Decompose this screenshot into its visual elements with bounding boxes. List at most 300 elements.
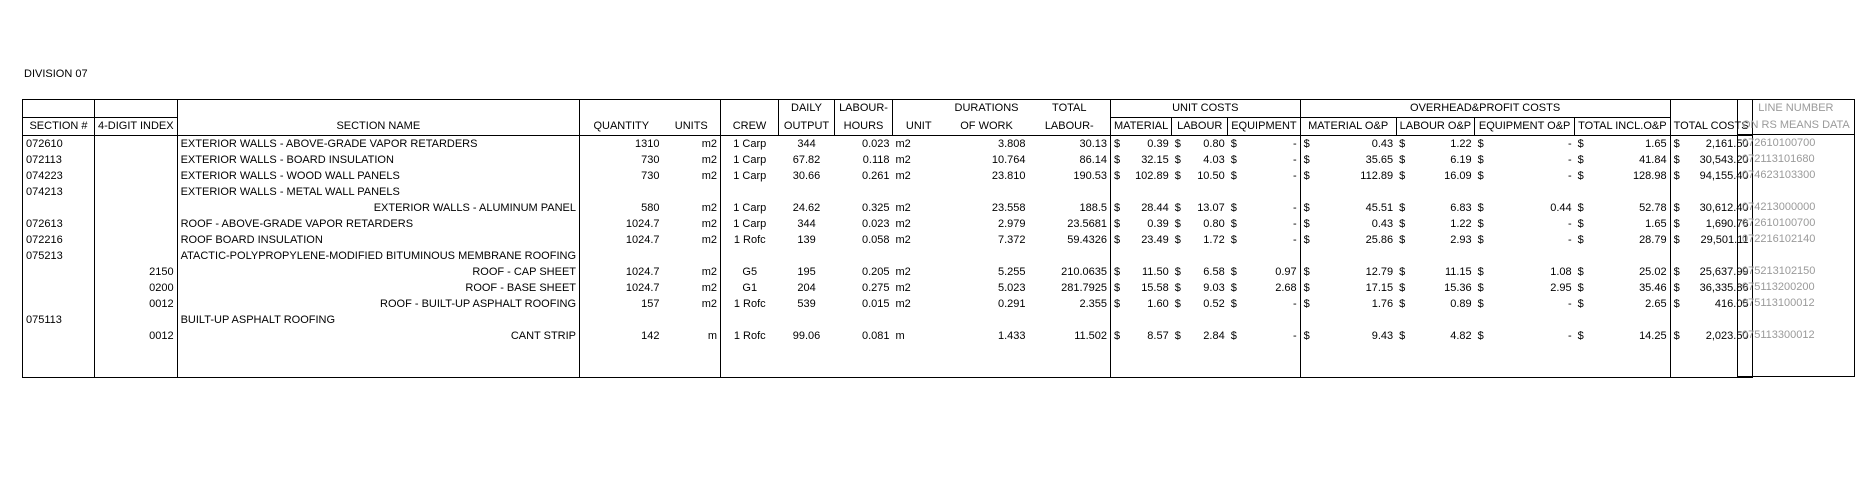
labour-cost bbox=[1172, 232, 1228, 248]
material-op-value: 25.86 bbox=[1365, 234, 1394, 246]
units: m2 bbox=[663, 216, 721, 232]
currency-symbol: $ bbox=[1673, 170, 1680, 182]
line-number: 072216102140 bbox=[1738, 231, 1855, 247]
section-name: EXTERIOR WALLS - METAL WALL PANELS bbox=[177, 184, 579, 200]
labour-hours: 0.058 bbox=[861, 234, 890, 246]
material-op-value: 112.89 bbox=[1360, 170, 1394, 182]
daily-output: 204 bbox=[797, 282, 816, 294]
equipment-op bbox=[1475, 264, 1575, 280]
line-number: 072610100700 bbox=[1738, 215, 1855, 231]
currency-symbol: $ bbox=[1114, 282, 1121, 294]
equipment-op bbox=[1475, 168, 1575, 184]
section-number bbox=[23, 328, 95, 344]
total-op bbox=[1575, 312, 1670, 328]
currency-symbol: $ bbox=[1230, 170, 1237, 182]
total-op-value: 128.98 bbox=[1632, 170, 1667, 182]
labour-cost-value: 0.80 bbox=[1203, 218, 1225, 230]
total-labour: 210.0635 bbox=[1029, 264, 1111, 280]
material-op bbox=[1300, 296, 1396, 312]
duration: 23.558 bbox=[991, 202, 1026, 214]
equipment-cost bbox=[1228, 264, 1300, 280]
unit: m2 bbox=[895, 234, 911, 246]
material-cost bbox=[1111, 264, 1172, 280]
currency-symbol: $ bbox=[1399, 202, 1406, 214]
units: m2 bbox=[663, 168, 721, 184]
index-cell: 0012 bbox=[95, 296, 178, 312]
material-op-value: 35.65 bbox=[1365, 154, 1394, 166]
currency-symbol: $ bbox=[1399, 138, 1406, 150]
total-op bbox=[1575, 232, 1670, 248]
table-row bbox=[23, 248, 1753, 264]
currency-symbol: $ bbox=[1477, 234, 1484, 246]
equipment-cost bbox=[1228, 232, 1300, 248]
equipment-cost-value: - bbox=[1292, 170, 1297, 182]
equipment-cost bbox=[1228, 280, 1300, 296]
section-name: ROOF - ABOVE-GRADE VAPOR RETARDERS bbox=[177, 216, 579, 232]
output-header: OUTPUT bbox=[779, 118, 835, 136]
section-number: 072113 bbox=[23, 152, 95, 168]
section-number: 075213 bbox=[23, 248, 95, 264]
labour-hours: 0.118 bbox=[862, 154, 890, 166]
line-number bbox=[1738, 183, 1855, 199]
labour-cost-value: 6.58 bbox=[1203, 266, 1225, 278]
total-labour: 2.355 bbox=[1029, 296, 1111, 312]
daily-output: 24.62 bbox=[792, 202, 821, 214]
section-number bbox=[23, 280, 95, 296]
material-cost-value: 1.60 bbox=[1147, 298, 1169, 310]
total-op bbox=[1575, 280, 1670, 296]
currency-symbol: $ bbox=[1174, 266, 1181, 278]
total-op bbox=[1575, 216, 1670, 232]
currency-symbol: $ bbox=[1230, 154, 1237, 166]
labour-cost bbox=[1172, 328, 1228, 344]
currency-symbol: $ bbox=[1303, 234, 1310, 246]
duration bbox=[945, 312, 1029, 328]
labour-hours bbox=[835, 312, 893, 328]
daily-output: 67.82 bbox=[792, 154, 821, 166]
crew bbox=[721, 248, 779, 264]
equipment-op bbox=[1475, 216, 1575, 232]
section-name: CANT STRIP bbox=[177, 328, 579, 344]
currency-symbol: $ bbox=[1230, 282, 1237, 294]
currency-symbol: $ bbox=[1673, 202, 1680, 214]
currency-symbol: $ bbox=[1303, 282, 1310, 294]
currency-symbol: $ bbox=[1303, 170, 1310, 182]
material-op bbox=[1300, 168, 1396, 184]
total-labour-header: LABOUR- bbox=[1029, 118, 1111, 136]
currency-symbol: $ bbox=[1114, 170, 1121, 182]
index-cell bbox=[95, 248, 178, 264]
labour-op bbox=[1396, 216, 1475, 232]
labour-hours: 0.081 bbox=[861, 330, 890, 342]
total-op-value: 1.65 bbox=[1645, 138, 1667, 150]
equipment-cost bbox=[1228, 248, 1300, 264]
daily-output bbox=[779, 184, 835, 200]
labour-op-value: 11.15 bbox=[1444, 266, 1472, 278]
labour-cost bbox=[1172, 216, 1228, 232]
currency-symbol: $ bbox=[1477, 266, 1484, 278]
section-number: 075113 bbox=[23, 312, 95, 328]
equipment-cost-value: - bbox=[1292, 234, 1297, 246]
crew bbox=[721, 184, 779, 200]
hours-header: HOURS bbox=[835, 118, 893, 136]
currency-symbol: $ bbox=[1114, 218, 1121, 230]
total-op bbox=[1575, 264, 1670, 280]
material-cost-value: 28.44 bbox=[1141, 202, 1169, 214]
index-cell bbox=[95, 184, 178, 200]
currency-symbol: $ bbox=[1477, 154, 1484, 166]
equipment-cost-value: - bbox=[1292, 330, 1297, 342]
total-op bbox=[1575, 328, 1670, 344]
total-op-value: 1.65 bbox=[1645, 218, 1667, 230]
material-cost bbox=[1111, 248, 1172, 264]
section-name: ROOF - BASE SHEET bbox=[177, 280, 579, 296]
labour-cost-header: LABOUR bbox=[1172, 118, 1228, 136]
labour-cost bbox=[1172, 184, 1228, 200]
total-op bbox=[1575, 168, 1670, 184]
total-op bbox=[1575, 136, 1670, 153]
currency-symbol: $ bbox=[1230, 234, 1237, 246]
currency-symbol: $ bbox=[1673, 282, 1680, 294]
currency-symbol: $ bbox=[1303, 330, 1310, 342]
index-cell: 2150 bbox=[95, 264, 178, 280]
material-cost-value: 0.39 bbox=[1147, 138, 1169, 150]
section-name: EXTERIOR WALLS - ALUMINUM PANEL bbox=[177, 200, 579, 216]
section-number: 074223 bbox=[23, 168, 95, 184]
index-cell bbox=[95, 200, 178, 216]
quantity: 580 bbox=[580, 200, 663, 216]
material-cost bbox=[1111, 200, 1172, 216]
labour-op-value: 15.36 bbox=[1444, 282, 1472, 294]
labour-op-value: 0.89 bbox=[1450, 298, 1472, 310]
equipment-op-value: - bbox=[1567, 298, 1572, 310]
line-number: 072610100700 bbox=[1738, 135, 1855, 152]
labour-op bbox=[1396, 136, 1475, 153]
labour-hours: 0.261 bbox=[861, 170, 890, 182]
labour-op-value: 4.82 bbox=[1450, 330, 1472, 342]
total-cost-value: 25,637.99 bbox=[1699, 266, 1749, 278]
equipment-op bbox=[1475, 248, 1575, 264]
currency-symbol: $ bbox=[1577, 330, 1584, 342]
currency-symbol: $ bbox=[1114, 330, 1121, 342]
crew-header: CREW bbox=[721, 118, 779, 136]
crew: 1 Carp bbox=[721, 168, 779, 184]
units: m bbox=[663, 328, 721, 344]
labour-hours: 0.325 bbox=[861, 202, 890, 214]
division-title: DIVISION 07 bbox=[24, 68, 88, 80]
equipment-cost bbox=[1228, 200, 1300, 216]
daily-output bbox=[779, 248, 835, 264]
of-work-header: OF WORK bbox=[945, 118, 1029, 136]
labour-op-header: LABOUR O&P bbox=[1396, 118, 1475, 136]
unit-header: UNIT bbox=[893, 118, 945, 136]
line-number: 074623103300 bbox=[1738, 167, 1855, 183]
total-op-header: TOTAL INCL.O&P bbox=[1575, 118, 1670, 136]
material-op bbox=[1300, 136, 1396, 153]
section-number bbox=[23, 296, 95, 312]
equipment-op-value: - bbox=[1567, 330, 1572, 342]
total-cost-value: 36,335.86 bbox=[1699, 282, 1749, 294]
units: m2 bbox=[663, 280, 721, 296]
material-cost-value: 11.50 bbox=[1142, 266, 1169, 278]
section-name: ROOF - BUILT-UP ASPHALT ROOFING bbox=[177, 296, 579, 312]
table-row bbox=[23, 136, 1753, 153]
crew: G1 bbox=[721, 280, 779, 296]
currency-symbol: $ bbox=[1230, 202, 1237, 214]
equipment-cost bbox=[1228, 216, 1300, 232]
material-op bbox=[1300, 312, 1396, 328]
total-labour: 86.14 bbox=[1029, 152, 1111, 168]
daily-output: 344 bbox=[797, 218, 816, 230]
material-op bbox=[1300, 216, 1396, 232]
section-number bbox=[23, 264, 95, 280]
index-cell: 0012 bbox=[95, 328, 178, 344]
daily-output: 30.66 bbox=[792, 170, 821, 182]
equipment-cost-value: 2.68 bbox=[1275, 282, 1297, 294]
section-name: ROOF - CAP SHEET bbox=[177, 264, 579, 280]
equipment-cost bbox=[1228, 328, 1300, 344]
total-cost-value: 94,155.40 bbox=[1699, 170, 1749, 182]
units: m2 bbox=[663, 296, 721, 312]
total-costs-header: TOTAL COSTS bbox=[1670, 118, 1752, 136]
equipment-op-value: - bbox=[1567, 138, 1572, 150]
section-name: BUILT-UP ASPHALT ROOFING bbox=[177, 312, 579, 328]
labour-op bbox=[1396, 296, 1475, 312]
currency-symbol: $ bbox=[1174, 298, 1181, 310]
equipment-header: EQUIPMENT bbox=[1228, 118, 1300, 136]
section-number bbox=[23, 200, 95, 216]
equipment-cost-value: - bbox=[1292, 298, 1297, 310]
total-labour: 190.53 bbox=[1029, 168, 1111, 184]
section-name: EXTERIOR WALLS - BOARD INSULATION bbox=[177, 152, 579, 168]
index-cell bbox=[95, 232, 178, 248]
currency-symbol: $ bbox=[1303, 298, 1310, 310]
currency-symbol: $ bbox=[1303, 138, 1310, 150]
units: m2 bbox=[663, 200, 721, 216]
equipment-cost-value: - bbox=[1292, 138, 1297, 150]
unit bbox=[893, 184, 945, 200]
total-op bbox=[1575, 248, 1670, 264]
labour-op bbox=[1396, 280, 1475, 296]
material-op-value: 45.51 bbox=[1365, 202, 1394, 214]
labour-cost bbox=[1172, 152, 1228, 168]
unit bbox=[893, 248, 945, 264]
currency-symbol: $ bbox=[1230, 330, 1237, 342]
quantity bbox=[580, 248, 663, 264]
currency-symbol: $ bbox=[1174, 170, 1181, 182]
currency-symbol: $ bbox=[1477, 282, 1484, 294]
section-name-header: SECTION NAME bbox=[177, 118, 579, 136]
total-op-value: 14.25 bbox=[1639, 330, 1667, 342]
currency-symbol: $ bbox=[1114, 202, 1121, 214]
currency-symbol: $ bbox=[1577, 218, 1584, 230]
equipment-op bbox=[1475, 296, 1575, 312]
equipment-op bbox=[1475, 184, 1575, 200]
unit: m2 bbox=[895, 298, 911, 310]
total-cost-value: 29,501.11 bbox=[1700, 234, 1749, 246]
total-labour: 59.4326 bbox=[1029, 232, 1111, 248]
duration: 5.255 bbox=[997, 266, 1026, 278]
material-header: MATERIAL bbox=[1111, 118, 1172, 136]
daily-output: 539 bbox=[797, 298, 816, 310]
labour-op-value: 6.83 bbox=[1450, 202, 1472, 214]
labour-hours bbox=[835, 184, 893, 200]
total-cost-value: 2,023.50 bbox=[1705, 330, 1749, 342]
currency-symbol: $ bbox=[1399, 330, 1406, 342]
equipment-cost bbox=[1228, 312, 1300, 328]
line-number-table bbox=[1737, 99, 1855, 377]
section-name: EXTERIOR WALLS - WOOD WALL PANELS bbox=[177, 168, 579, 184]
labour-cost-value: 4.03 bbox=[1203, 154, 1225, 166]
currency-symbol: $ bbox=[1114, 138, 1121, 150]
currency-symbol: $ bbox=[1174, 154, 1181, 166]
equipment-op-value: 0.44 bbox=[1550, 202, 1572, 214]
total-op-value: 2.65 bbox=[1645, 298, 1667, 310]
total-cost-value: 416.05 bbox=[1714, 298, 1749, 310]
quantity: 730 bbox=[580, 168, 663, 184]
equipment-cost bbox=[1228, 152, 1300, 168]
units-header: UNITS bbox=[663, 118, 721, 136]
material-cost bbox=[1111, 328, 1172, 344]
duration: 7.372 bbox=[997, 234, 1026, 246]
section-name: EXTERIOR WALLS - ABOVE-GRADE VAPOR RETARDERS bbox=[177, 136, 579, 153]
material-cost bbox=[1111, 152, 1172, 168]
labour-op bbox=[1396, 312, 1475, 328]
duration: 23.810 bbox=[991, 170, 1026, 182]
equipment-op-value: - bbox=[1567, 154, 1572, 166]
material-cost bbox=[1111, 136, 1172, 153]
labour-hours: 0.023 bbox=[861, 218, 890, 230]
material-op bbox=[1300, 200, 1396, 216]
currency-symbol: $ bbox=[1174, 234, 1181, 246]
line-number bbox=[1738, 311, 1855, 327]
currency-symbol: $ bbox=[1174, 218, 1181, 230]
quantity-header: QUANTITY bbox=[580, 118, 663, 136]
labour-op-value: 1.22 bbox=[1450, 218, 1472, 230]
total-op-value: 52.78 bbox=[1639, 202, 1667, 214]
currency-symbol: $ bbox=[1673, 234, 1680, 246]
duration: 0.291 bbox=[997, 298, 1026, 310]
currency-symbol: $ bbox=[1303, 154, 1310, 166]
equipment-op bbox=[1475, 152, 1575, 168]
total-op-value: 41.84 bbox=[1639, 154, 1667, 166]
currency-symbol: $ bbox=[1174, 282, 1181, 294]
equipment-cost bbox=[1228, 168, 1300, 184]
currency-symbol: $ bbox=[1477, 330, 1484, 342]
currency-symbol: $ bbox=[1399, 170, 1406, 182]
table-row bbox=[23, 328, 1753, 344]
material-op-value: 9.43 bbox=[1371, 330, 1394, 342]
currency-symbol: $ bbox=[1577, 298, 1584, 310]
unit-costs-header: UNIT COSTS bbox=[1111, 100, 1301, 118]
currency-symbol: $ bbox=[1477, 298, 1484, 310]
currency-symbol: $ bbox=[1399, 234, 1406, 246]
equipment-op bbox=[1475, 232, 1575, 248]
overhead-profit-header: OVERHEAD&PROFIT COSTS bbox=[1300, 100, 1670, 118]
total-header: TOTAL bbox=[1029, 100, 1111, 118]
equipment-cost bbox=[1228, 136, 1300, 153]
equipment-cost-value: - bbox=[1292, 202, 1297, 214]
unit bbox=[893, 312, 945, 328]
quantity: 157 bbox=[580, 296, 663, 312]
total-op-value: 35.46 bbox=[1639, 282, 1667, 294]
index-cell bbox=[95, 152, 178, 168]
equipment-cost-value: 0.97 bbox=[1275, 266, 1297, 278]
total-op bbox=[1575, 296, 1670, 312]
equipment-op-value: - bbox=[1567, 218, 1572, 230]
line-number: 074213000000 bbox=[1738, 199, 1855, 215]
section-name: ROOF BOARD INSULATION bbox=[177, 232, 579, 248]
currency-symbol: $ bbox=[1577, 202, 1584, 214]
currency-symbol: $ bbox=[1577, 170, 1584, 182]
equipment-cost bbox=[1228, 184, 1300, 200]
crew: 1 Rofc bbox=[721, 328, 779, 344]
index-cell bbox=[95, 216, 178, 232]
material-cost-value: 8.57 bbox=[1147, 330, 1169, 342]
total-labour: 23.5681 bbox=[1029, 216, 1111, 232]
table-row bbox=[23, 168, 1753, 184]
cost-estimate-table bbox=[22, 99, 1753, 378]
currency-symbol: $ bbox=[1673, 154, 1680, 166]
unit: m2 bbox=[895, 170, 911, 182]
equipment-op bbox=[1475, 280, 1575, 296]
units bbox=[663, 248, 721, 264]
labour-cost-value: 10.50 bbox=[1197, 170, 1225, 182]
quantity: 1024.7 bbox=[580, 280, 663, 296]
daily-header: DAILY bbox=[779, 100, 835, 118]
labour-cost bbox=[1172, 136, 1228, 153]
duration: 1.433 bbox=[997, 330, 1026, 342]
total-cost-value: 1,690.76 bbox=[1705, 218, 1749, 230]
equipment-op bbox=[1475, 328, 1575, 344]
unit: m2 bbox=[895, 138, 911, 150]
currency-symbol: $ bbox=[1230, 138, 1237, 150]
currency-symbol: $ bbox=[1399, 298, 1406, 310]
total-labour: 281.7925 bbox=[1029, 280, 1111, 296]
equipment-op bbox=[1475, 200, 1575, 216]
labour-hours bbox=[835, 248, 893, 264]
units bbox=[663, 184, 721, 200]
table-row bbox=[23, 232, 1753, 248]
section-number: 074213 bbox=[23, 184, 95, 200]
material-cost-value: 32.15 bbox=[1141, 154, 1169, 166]
labour-cost-value: 1.72 bbox=[1203, 234, 1225, 246]
equipment-op-value: 2.95 bbox=[1550, 282, 1572, 294]
labour-cost-value: 2.84 bbox=[1203, 330, 1225, 342]
labour-cost bbox=[1172, 264, 1228, 280]
table-row bbox=[23, 200, 1753, 216]
total-op bbox=[1575, 200, 1670, 216]
currency-symbol: $ bbox=[1399, 282, 1406, 294]
labour-hours: 0.275 bbox=[861, 282, 890, 294]
currency-symbol: $ bbox=[1399, 218, 1406, 230]
labour-op bbox=[1396, 152, 1475, 168]
currency-symbol: $ bbox=[1577, 282, 1584, 294]
total-labour bbox=[1029, 312, 1111, 328]
index-cell bbox=[95, 136, 178, 153]
material-op bbox=[1300, 232, 1396, 248]
table-row bbox=[23, 152, 1753, 168]
currency-symbol: $ bbox=[1230, 266, 1237, 278]
table-row bbox=[23, 296, 1753, 312]
line-number: 075213102150 bbox=[1738, 263, 1855, 279]
index-cell bbox=[95, 312, 178, 328]
daily-output: 139 bbox=[797, 234, 816, 246]
total-labour: 30.13 bbox=[1029, 136, 1111, 153]
spacer-row bbox=[23, 344, 1753, 378]
currency-symbol: $ bbox=[1174, 330, 1181, 342]
equipment-cost-value: - bbox=[1292, 218, 1297, 230]
